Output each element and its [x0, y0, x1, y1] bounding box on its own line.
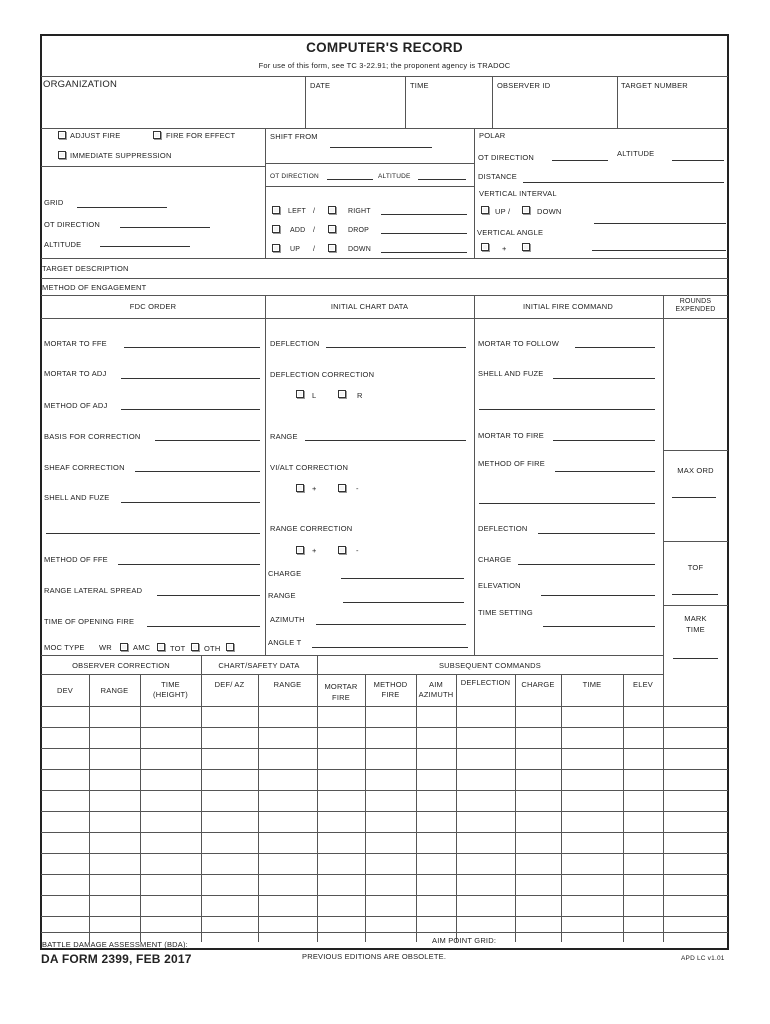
chart-range2-label: RANGE [268, 591, 296, 600]
vi-plus-checkbox[interactable] [296, 484, 304, 492]
col-mortar: MORTAR [324, 682, 358, 691]
shift-from-field[interactable] [330, 147, 432, 148]
time-setting-label: TIME SETTING [478, 608, 533, 617]
divider [623, 674, 624, 942]
polar-minus-checkbox[interactable] [522, 243, 530, 251]
table-row [41, 727, 728, 728]
divider [305, 76, 306, 128]
shift-from-label: SHIFT FROM [270, 132, 318, 141]
col-def-az: DEF/ AZ [214, 680, 245, 689]
divider [663, 295, 664, 706]
wr-checkbox[interactable] [120, 643, 128, 651]
basis-for-correction-field[interactable] [155, 440, 260, 441]
divider [663, 541, 728, 542]
deflection-correction-label: DEFLECTION CORRECTION [270, 370, 375, 379]
immediate-suppression-checkbox[interactable] [58, 151, 66, 159]
fdc-order-header: FDC ORDER [129, 302, 177, 311]
divider [41, 258, 728, 259]
elevation-label: ELEVATION [478, 581, 521, 590]
method-of-adj-field[interactable] [121, 409, 260, 410]
vi-alt-correction-label: VI/ALT CORRECTION [270, 463, 349, 472]
time-of-opening-fire-label: TIME OF OPENING FIRE [44, 617, 135, 626]
divider [617, 76, 618, 128]
polar-label: POLAR [479, 131, 506, 140]
moc-type-label: MOC TYPE [44, 643, 85, 652]
chart-charge-label: CHARGE [268, 569, 302, 578]
command-charge-field[interactable] [518, 564, 655, 565]
drop-label: DROP [348, 227, 370, 234]
grid-field[interactable] [77, 207, 167, 208]
immediate-suppression-label: IMMEDIATE SUPPRESSION [70, 151, 172, 160]
divider [405, 76, 406, 128]
form-title: COMPUTER'S RECORD [306, 40, 463, 55]
shift-ot-direction-label: OT DIRECTION [270, 173, 319, 180]
shift-ot-direction-field[interactable] [327, 179, 373, 180]
chart-range-field[interactable] [305, 440, 466, 441]
divider [258, 674, 259, 942]
divider [265, 295, 266, 655]
divider [515, 674, 516, 942]
divider [474, 128, 475, 258]
observer-correction-header: OBSERVER CORRECTION [72, 661, 170, 670]
method-of-ffe-label: METHOD OF FFE [44, 555, 108, 564]
divider [41, 128, 728, 129]
aim-point-grid-label: AIM POINT GRID: [432, 936, 497, 945]
version-label: APD LC v1.01 [681, 955, 725, 962]
add-label: ADD [290, 227, 306, 234]
polar-altitude-field[interactable] [672, 160, 724, 161]
divider [265, 128, 266, 258]
subsequent-commands-header: SUBSEQUENT COMMANDS [438, 661, 541, 670]
divider [265, 163, 474, 164]
method-of-fire-field[interactable] [555, 471, 655, 472]
form-id: DA FORM 2399, FEB 2017 [41, 952, 192, 966]
mortar-to-follow-field[interactable] [575, 347, 655, 348]
divider [663, 605, 728, 606]
previous-editions-note: PREVIOUS EDITIONS ARE OBSOLETE. [302, 952, 447, 961]
col-method-fire: FIRE [381, 690, 400, 699]
shell-and-fuze-field[interactable] [121, 502, 260, 503]
sheaf-correction-field[interactable] [135, 471, 260, 472]
polar-up-checkbox[interactable] [481, 206, 489, 214]
right-field[interactable] [381, 214, 467, 215]
divider [663, 450, 728, 451]
altitude-field[interactable] [100, 246, 190, 247]
down-label: DOWN [348, 246, 371, 253]
vi-minus-checkbox[interactable] [338, 484, 346, 492]
mark-time-label: TIME [686, 625, 705, 634]
azimuth-label: AZIMUTH [270, 615, 305, 624]
vi-minus-label: - [356, 484, 359, 493]
polar-ot-direction-label: OT DIRECTION [478, 153, 535, 162]
ot-direction-field[interactable] [120, 227, 210, 228]
mortar-to-fire-label: MORTAR TO FIRE [478, 431, 545, 440]
deflection-l-label: L [312, 391, 317, 400]
drop-field[interactable] [381, 233, 467, 234]
time-label: TIME [410, 81, 429, 90]
range-minus-checkbox[interactable] [338, 546, 346, 554]
slash: / [313, 246, 316, 253]
deflection-l-checkbox[interactable] [296, 390, 304, 398]
oth-label: OTH [204, 644, 221, 653]
tot-checkbox[interactable] [191, 643, 199, 651]
col-aim: AIM [429, 680, 443, 689]
chart-deflection-field[interactable] [326, 347, 466, 348]
table-row [41, 811, 728, 812]
shift-altitude-label: ALTITUDE [378, 173, 411, 180]
amc-checkbox[interactable] [157, 643, 165, 651]
divider [41, 76, 728, 77]
down-field[interactable] [381, 252, 467, 253]
organization-label: ORGANIZATION [43, 79, 118, 90]
basis-for-correction-label: BASIS FOR CORRECTION [44, 432, 141, 441]
mortar-to-adj-field[interactable] [121, 378, 260, 379]
add-checkbox[interactable] [272, 225, 280, 233]
tot-label: TOT [170, 644, 186, 653]
col-method: METHOD [373, 680, 408, 689]
rounds-expended-header-1: ROUNDS [679, 298, 712, 305]
col-dev: DEV [56, 686, 74, 695]
table-row [41, 706, 728, 707]
vertical-interval-label: VERTICAL INTERVAL [479, 189, 557, 198]
altitude-label: ALTITUDE [44, 240, 82, 249]
mortar-to-ffe-label: MORTAR TO FFE [44, 339, 107, 348]
mortar-to-ffe-field[interactable] [124, 347, 260, 348]
method-of-adj-label: METHOD OF ADJ [44, 401, 108, 410]
amc-label: AMC [133, 643, 151, 652]
shell-and-fuze-field-2[interactable] [46, 533, 260, 534]
initial-fire-command-header: INITIAL FIRE COMMAND [523, 302, 613, 311]
range-plus-label: + [312, 546, 317, 555]
ot-direction-label: OT DIRECTION [44, 220, 101, 229]
chart-safety-data-header: CHART/SAFETY DATA [218, 661, 300, 670]
right-label: RIGHT [348, 208, 371, 215]
right-checkbox[interactable] [328, 206, 336, 214]
polar-altitude-label: ALTITUDE [617, 149, 655, 158]
col-deflection: DEFLECTION [460, 678, 511, 687]
command-shell-and-fuze-label: SHELL AND FUZE [478, 369, 544, 378]
chart-charge-field[interactable] [341, 578, 464, 579]
mortar-to-follow-label: MORTAR TO FOLLOW [478, 339, 559, 348]
initial-chart-data-header: INITIAL CHART DATA [330, 302, 409, 311]
divider [201, 655, 202, 942]
sheaf-correction-label: SHEAF CORRECTION [44, 463, 125, 472]
table-row [41, 769, 728, 770]
table-row [41, 748, 728, 749]
table-row [41, 895, 728, 896]
divider [365, 674, 366, 942]
polar-plus-label: + [502, 244, 507, 253]
divider [492, 76, 493, 128]
adjust-fire-label: ADJUST FIRE [70, 131, 121, 140]
table-row [41, 916, 728, 917]
azimuth-field[interactable] [316, 624, 466, 625]
divider [561, 674, 562, 942]
distance-label: DISTANCE [478, 172, 517, 181]
polar-down-label: DOWN [537, 207, 562, 216]
method-of-fire-field-2[interactable] [479, 503, 655, 504]
method-of-engagement-label: METHOD OF ENGAGEMENT [42, 283, 147, 292]
angle-t-label: ANGLE T [268, 638, 302, 647]
mark-label: MARK [684, 614, 707, 623]
shell-and-fuze-label: SHELL AND FUZE [44, 493, 110, 502]
range-lateral-spread-field[interactable] [157, 595, 260, 596]
col-height: (HEIGHT) [153, 690, 188, 699]
fire-for-effect-checkbox[interactable] [153, 131, 161, 139]
target-number-label: TARGET NUMBER [621, 81, 688, 90]
deflection-r-label: R [357, 391, 363, 400]
divider [89, 674, 90, 942]
max-ord-label: MAX ORD [677, 466, 714, 475]
battle-damage-label: BATTLE DAMAGE ASSESSMENT (BDA): [42, 940, 188, 949]
vertical-interval-field[interactable] [594, 223, 726, 224]
elevation-field[interactable] [541, 595, 655, 596]
time-setting-field[interactable] [543, 626, 655, 627]
command-deflection-label: DEFLECTION [478, 524, 528, 533]
time-of-opening-fire-field[interactable] [147, 626, 260, 627]
vertical-angle-field[interactable] [592, 250, 726, 251]
divider [41, 166, 265, 167]
divider [456, 674, 457, 942]
observer-id-label: OBSERVER ID [497, 81, 551, 90]
target-description-label: TARGET DESCRIPTION [42, 264, 129, 273]
method-of-ffe-field[interactable] [118, 564, 260, 565]
grid-label: GRID [44, 198, 64, 207]
chart-range2-field[interactable] [343, 602, 464, 603]
divider [474, 295, 475, 655]
table-row [41, 853, 728, 854]
polar-down-checkbox[interactable] [522, 206, 530, 214]
divider [41, 655, 663, 656]
divider [41, 318, 728, 319]
col-range: RANGE [100, 686, 129, 695]
mortar-to-fire-field[interactable] [553, 440, 655, 441]
command-shell-and-fuze-field[interactable] [553, 378, 655, 379]
divider [41, 295, 728, 296]
drop-checkbox[interactable] [328, 225, 336, 233]
form-subtitle: For use of this form, see TC 3-22.91; the proponent agency is TRADOC [258, 61, 511, 70]
range-minus-label: - [356, 546, 359, 555]
table-row [41, 932, 728, 933]
chart-deflection-label: DEFLECTION [270, 339, 320, 348]
polar-ot-direction-field[interactable] [552, 160, 608, 161]
wr-label: WR [99, 643, 112, 652]
col-azimuth: AZIMUTH [418, 690, 454, 699]
rounds-expended-header-2: EXPENDED [675, 306, 716, 313]
command-shell-and-fuze-field-2[interactable] [479, 409, 655, 410]
date-label: DATE [310, 81, 331, 90]
vi-plus-label: + [312, 484, 317, 493]
distance-field[interactable] [523, 182, 724, 183]
mark-time-field[interactable] [673, 658, 718, 659]
adjust-fire-checkbox[interactable] [58, 131, 66, 139]
polar-up-label: UP / [495, 207, 511, 216]
col-elev: ELEV [633, 680, 653, 689]
command-charge-label: CHARGE [478, 555, 512, 564]
divider [663, 706, 664, 942]
left-checkbox[interactable] [272, 206, 280, 214]
slash: / [313, 227, 316, 234]
range-lateral-spread-label: RANGE LATERAL SPREAD [44, 586, 143, 595]
col-range2: RANGE [273, 680, 302, 689]
up-checkbox[interactable] [272, 244, 280, 252]
oth-checkbox[interactable] [226, 643, 234, 651]
up-label: UP [290, 246, 301, 253]
range-plus-checkbox[interactable] [296, 546, 304, 554]
divider [41, 674, 663, 675]
vertical-angle-label: VERTICAL ANGLE [477, 228, 544, 237]
fire-for-effect-label: FIRE FOR EFFECT [166, 131, 236, 140]
col-time2: TIME [582, 680, 602, 689]
range-correction-label: RANGE CORRECTION [270, 524, 353, 533]
down-checkbox[interactable] [328, 244, 336, 252]
table-row [41, 832, 728, 833]
divider [265, 186, 474, 187]
col-time: TIME [161, 680, 180, 689]
angle-t-field[interactable] [312, 647, 468, 648]
deflection-r-checkbox[interactable] [338, 390, 346, 398]
divider [416, 674, 417, 942]
col-mortar-fire: FIRE [332, 693, 350, 702]
divider [140, 674, 141, 942]
table-row [41, 874, 728, 875]
slash: / [313, 208, 316, 215]
polar-plus-checkbox[interactable] [481, 243, 489, 251]
divider [41, 278, 728, 279]
left-label: LEFT [288, 208, 306, 215]
table-row [41, 790, 728, 791]
chart-range-label: RANGE [270, 432, 298, 441]
max-ord-field[interactable] [672, 497, 716, 498]
tof-field[interactable] [672, 594, 718, 595]
command-deflection-field[interactable] [538, 533, 655, 534]
mortar-to-adj-label: MORTAR TO ADJ [44, 369, 107, 378]
col-charge: CHARGE [521, 680, 555, 689]
shift-altitude-field[interactable] [418, 179, 466, 180]
method-of-fire-label: METHOD OF FIRE [478, 459, 545, 468]
tof-label: TOF [687, 563, 704, 572]
